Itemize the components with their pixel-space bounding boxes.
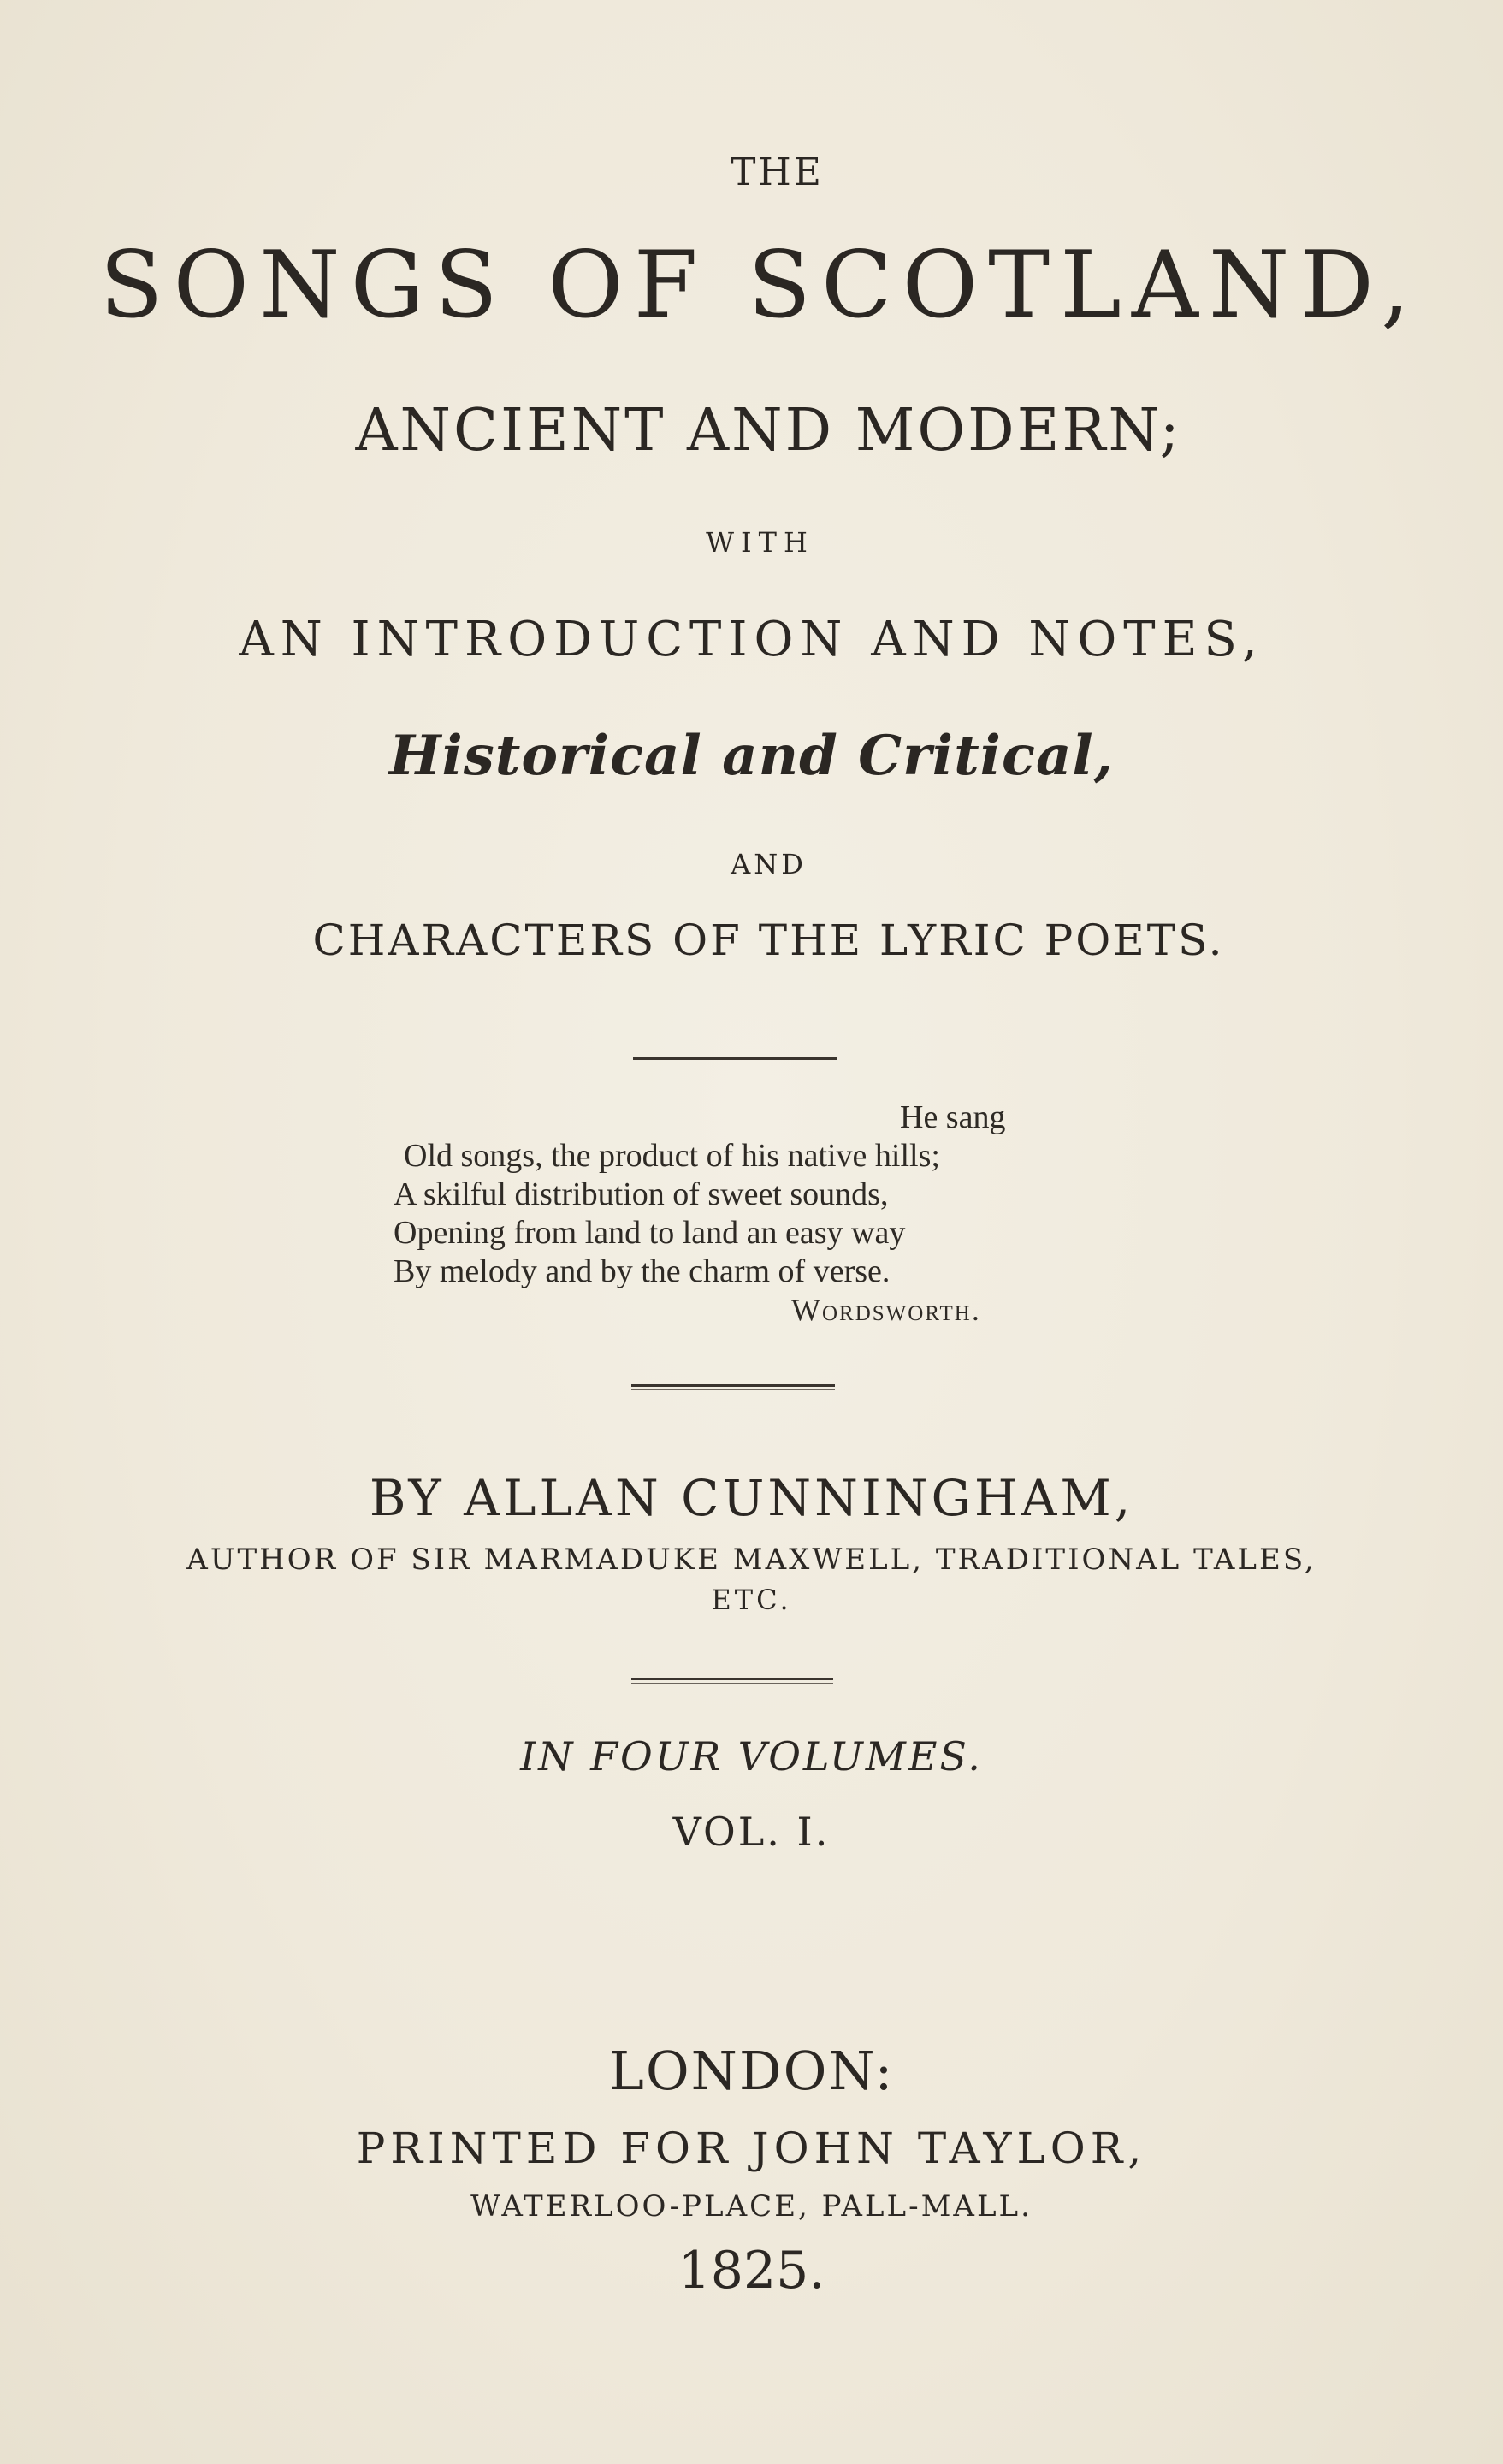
title-with: WITH xyxy=(706,526,814,559)
intro-line: AN INTRODUCTION AND NOTES, xyxy=(239,612,1264,667)
epigraph-attribution: Wordsworth. xyxy=(791,1293,981,1327)
divider-rule-2 xyxy=(631,1384,835,1387)
imprint-year: 1825. xyxy=(678,2241,825,2301)
imprint-printer: PRINTED FOR JOHN TAYLOR, xyxy=(356,2123,1147,2173)
divider-rule-3 xyxy=(631,1678,833,1680)
title-the: THE xyxy=(731,151,824,194)
epigraph-line: A skilful distribution of sweet sounds, xyxy=(394,1176,889,1212)
epigraph xyxy=(394,1099,1044,1330)
divider-rule-1 xyxy=(633,1057,837,1060)
main-title: SONGS OF SCOTLAND, xyxy=(99,232,1421,339)
volume-set: IN FOUR VOLUMES. xyxy=(520,1733,983,1780)
subtitle: ANCIENT AND MODERN; xyxy=(355,397,1182,465)
epigraph-line: By melody and by the charm of verse. xyxy=(394,1253,891,1289)
historical-critical: Historical and Critical, xyxy=(388,724,1115,788)
imprint-city: LONDON: xyxy=(608,2040,895,2102)
author-credentials-etc: ETC. xyxy=(711,1584,792,1616)
imprint-address: WATERLOO-PLACE, PALL-MALL. xyxy=(470,2189,1033,2224)
title-and: AND xyxy=(731,848,807,880)
author-credentials: AUTHOR OF SIR MARMADUKE MAXWELL, TRADITIONAL TALES, xyxy=(186,1543,1317,1577)
author-byline: BY ALLAN CUNNINGHAM, xyxy=(369,1469,1134,1527)
epigraph-line: Opening from land to land an easy way xyxy=(394,1215,906,1251)
epigraph-line: Old songs, the product of his native hills; xyxy=(404,1138,940,1174)
volume-number: VOL. I. xyxy=(672,1809,831,1855)
epigraph-line: He sang xyxy=(900,1099,1006,1135)
characters-line: CHARACTERS OF THE LYRIC POETS. xyxy=(312,915,1225,965)
